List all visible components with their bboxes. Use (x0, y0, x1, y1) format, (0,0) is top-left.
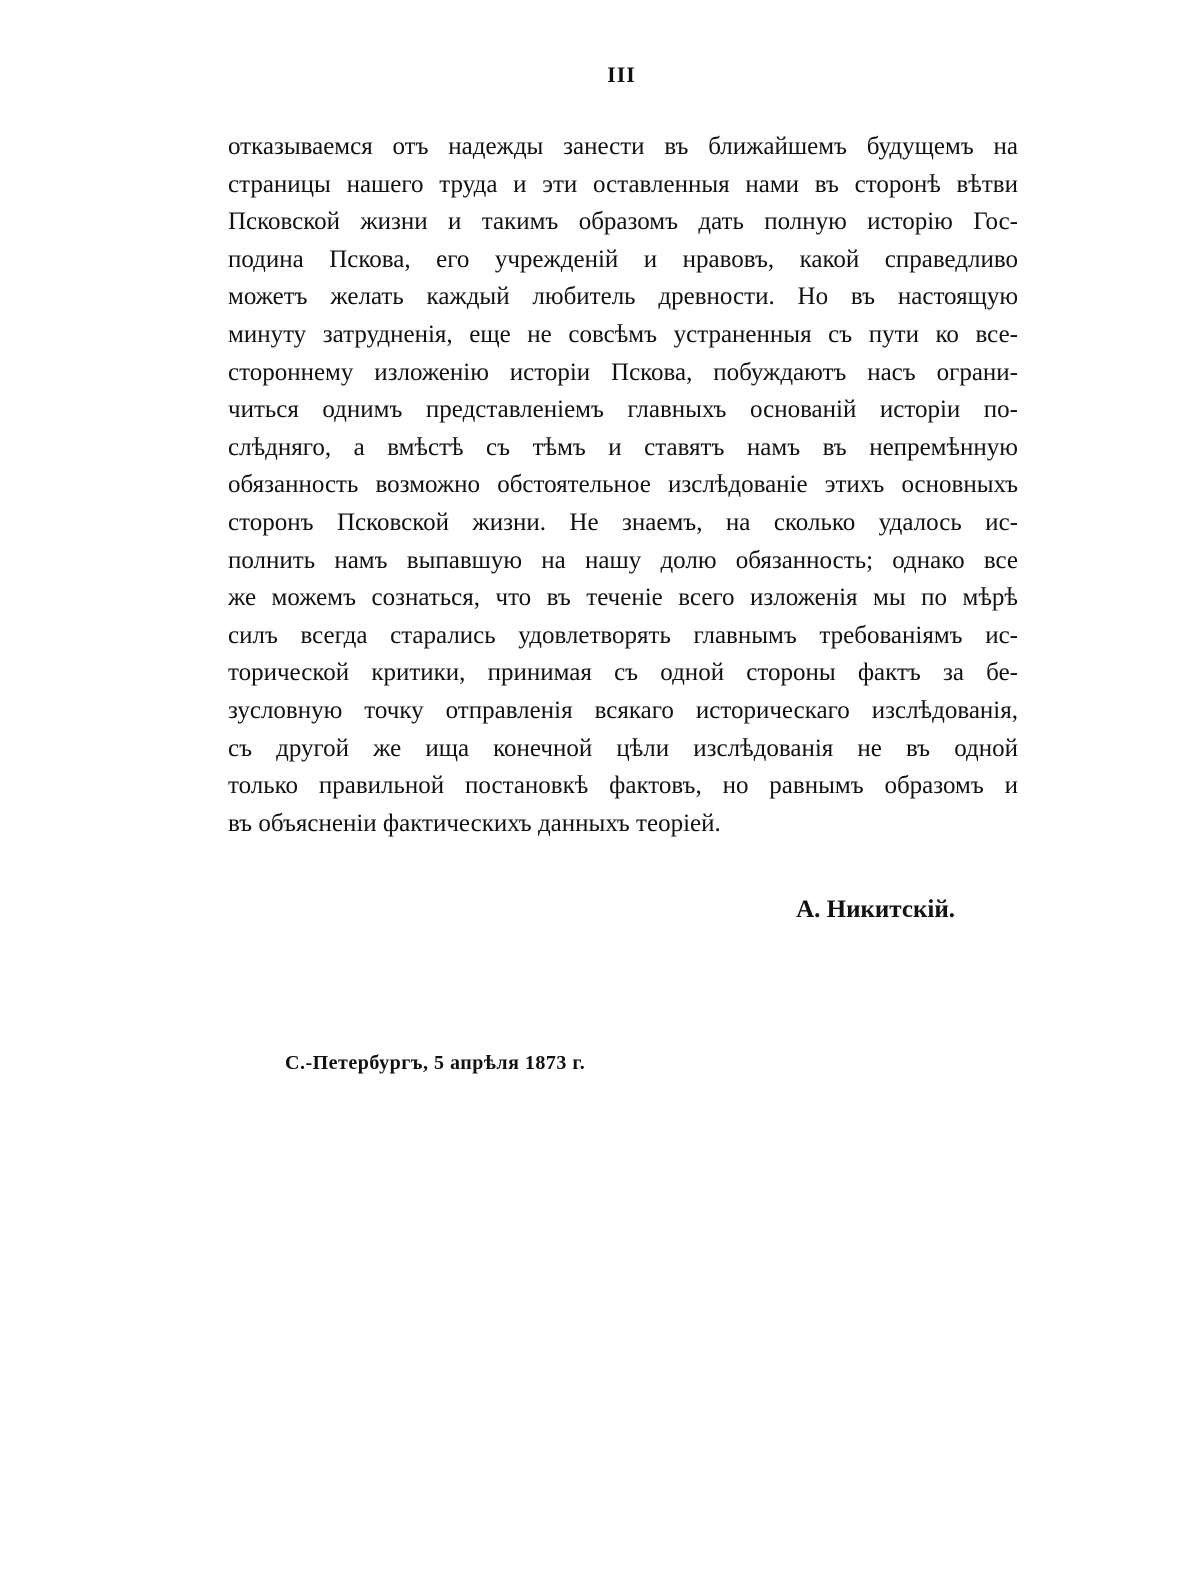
text-line: подина Пскова, его учрежденій и нравовъ, какой справедливо (228, 245, 1018, 273)
text-line: отказываемся отъ надежды занести въ ближайшемъ будущемъ на (228, 133, 1018, 160)
text-line: же можемъ сознаться, что въ теченіе всего изложенія мы по мѣрѣ (228, 584, 1018, 612)
author-signature: А. Никитскій. (796, 896, 955, 923)
text-line: торической критики, принимая съ одной стороны фактъ за бе- (228, 659, 1018, 687)
text-line: страницы нашего труда и эти оставленныя нами въ сторонѣ вѣтви (228, 170, 1018, 198)
text-line: читься однимъ представленіемъ главныхъ основаній исторіи по- (228, 396, 1018, 424)
text-line-last: въ объясненіи фактическихъ данныхъ теоріей. (228, 809, 721, 837)
text-line: съ другой же ища конечной цѣли изслѣдованія не въ одной (228, 734, 1018, 762)
page-number: III (607, 62, 636, 87)
text-line: силъ всегда старались удовлетворять главнымъ требованіямъ ис- (228, 621, 1018, 649)
body-paragraph (228, 128, 1018, 842)
text-line: слѣдняго, а вмѣстѣ съ тѣмъ и ставятъ намъ въ непремѣнную (228, 433, 1018, 461)
text-line: Псковской жизни и такимъ образомъ дать полную исторію Гос- (228, 208, 1018, 236)
text-line: стороннему изложенію исторіи Пскова, побуждаютъ насъ ограни- (228, 358, 1018, 386)
text-line: только правильной постановкѣ фактовъ, но равнымъ образомъ и (228, 772, 1018, 800)
text-line: можетъ желать каждый любитель древности. Но въ настоящую (228, 283, 1018, 311)
text-line: минуту затрудненія, еще не совсѣмъ устраненныя съ пути ко все- (228, 320, 1018, 348)
text-line: обязанность возможно обстоятельное изслѣдованіе этихъ основныхъ (228, 471, 1018, 499)
text-line: полнить намъ выпавшую на нашу долю обязанность; однако все (228, 546, 1018, 574)
place-date-line: С.-Петербургъ, 5 апрѣля 1873 г. (285, 1052, 586, 1074)
text-line: зусловную точку отправленія всякаго историческаго изслѣдованія, (228, 696, 1018, 724)
text-line: сторонъ Псковской жизни. Не знаемъ, на сколько удалось ис- (228, 508, 1018, 536)
